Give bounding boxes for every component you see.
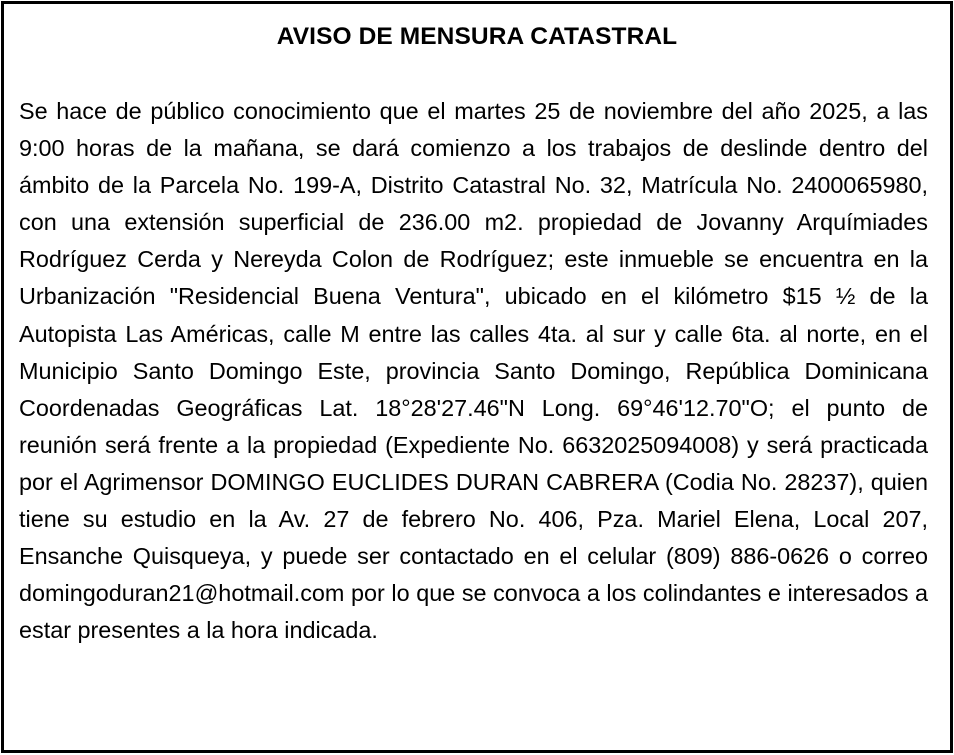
notice-body: Se hace de público conocimiento que el martes 25 de noviembre del año 2025, a las 9:00 horas de la mañana, se dará comienzo a los trabajos de deslinde dentro del ámbito de la Parcela No. 199-A, Distrito Catastral No. 32, Matrícula No. 2400065980, con una extensión superficial de 236.00 m2. propiedad de Jovanny Arquímiades Rodríguez Cerda y Nereyda Colon de Rodríguez; este inmueble se encuentra en la Urbanización "Residencial Buena Ventura", ubicado en el kilómetro $15 ½ de la Autopista Las Américas, calle M entre las calles 4ta. al sur y calle 6ta. al norte, en el Municipio Santo Domingo Este, provincia Santo Domingo, República Dominicana Coordenadas Geográficas Lat. 18°28'27.46"N Long. 69°46'12.70"O; el punto de reunión será frente a la propiedad (Expediente No. 6632025094008) y será practicada por el Agrimensor DOMINGO EUCLIDES DURAN CABRERA (Codia No. 28237), quien tiene su estudio en la Av. 27 de febrero No. 406, Pza. Mariel Elena, Local 207, Ensanche Quisqueya, y puede ser contactado en el celular (809) 886-0626 o correo domingoduran21@hotmail.com por lo que se convoca a los colindantes e interesados a estar presentes a la hora indicada. (19, 98, 928, 644)
notice-title: AVISO DE MENSURA CATASTRAL (276, 23, 678, 50)
